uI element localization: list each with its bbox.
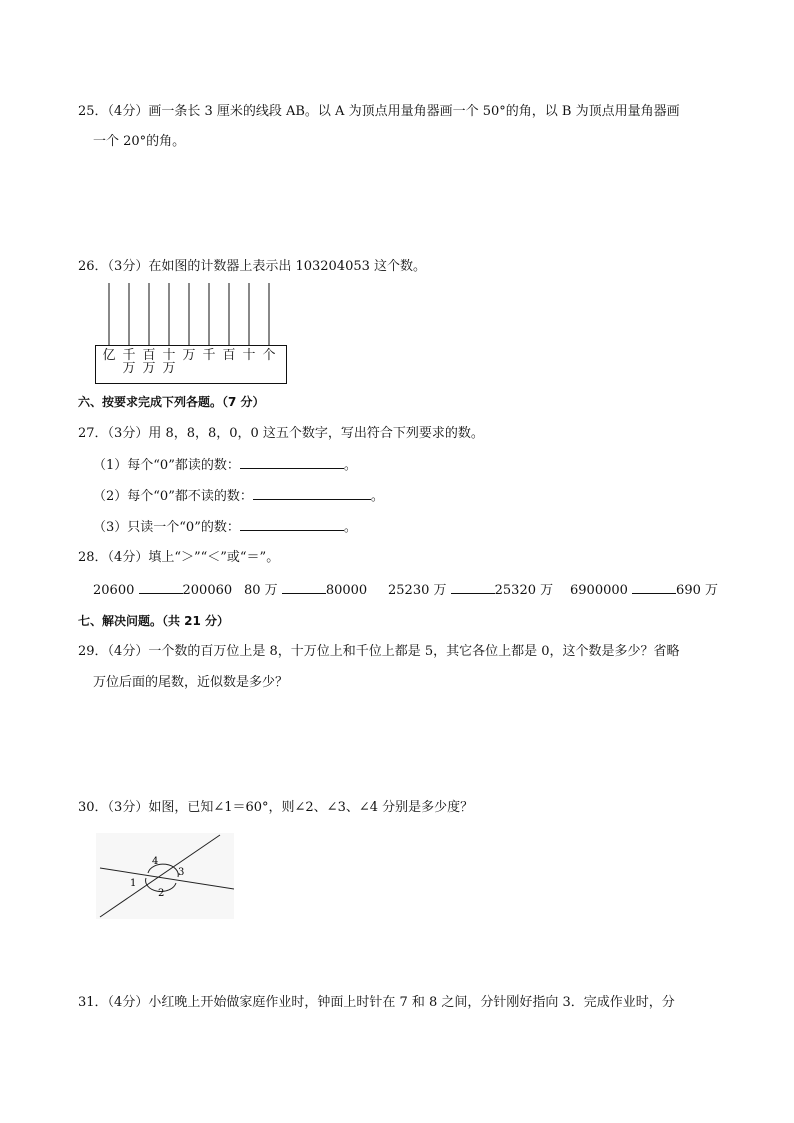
q28-pair-2-right: 80000 <box>325 583 368 598</box>
q28-pair-4-blank[interactable] <box>632 581 676 594</box>
place-wan: 万 <box>182 348 196 363</box>
place-baiwan: 百 万 <box>142 348 156 376</box>
q28-pair-2-blank[interactable] <box>282 581 326 594</box>
place-bai: 百 <box>222 348 236 363</box>
q28-pair-4-right: 690 万 <box>676 583 718 598</box>
q29-line2: 万位后面的尾数，近似数是多少？ <box>93 675 289 690</box>
q28-text: 28．（4分）填上“＞”“＜”或“＝”。 <box>78 550 280 565</box>
q25-line1: 25．（4分）画一条长 3 厘米的线段 AB。以 A 为顶点用量角器画一个 50°的角，以 B 为顶点用量角器画 <box>78 104 680 119</box>
q28-pair-3-left: 25230 万 <box>388 583 447 598</box>
q28-pair-1-left: 20600 <box>93 583 135 598</box>
q27-sub3-end: 。 <box>343 520 357 535</box>
place-qianwan: 千 万 <box>122 348 136 376</box>
q28-pair-1-right: 200060 <box>182 583 233 598</box>
q27-sub2-blank[interactable] <box>253 487 371 500</box>
q30-text: 30．（3分）如图，已知∠1＝60°，则∠2、∠3、∠4 分别是多少度？ <box>78 800 474 815</box>
q31-line1: 31．（4分）小红晚上开始做家庭作业时，钟面上时针在 7 和 8 之间，分针刚好指向 3．完成作业时，分 <box>78 995 675 1010</box>
q27-sub2 <box>93 487 384 506</box>
place-ge: 个 <box>262 348 276 363</box>
q27-sub1-blank[interactable] <box>240 456 344 469</box>
angle-label-4: 4 <box>152 856 159 867</box>
q27-sub1-label: （1）每个“0”都读的数： <box>93 458 240 473</box>
q28-pair-1-blank[interactable] <box>139 581 183 594</box>
angle-label-1: 1 <box>130 878 137 889</box>
section-7-heading: 七、解决问题。（共 21 分） <box>78 614 230 628</box>
q29-line1: 29．（4分）一个数的百万位上是 8，十万位上和千位上都是 5，其它各位上都是 0，这个数是多少？省略 <box>78 644 680 659</box>
angle-label-3: 3 <box>178 867 185 878</box>
q28-pair-3 <box>388 581 553 600</box>
q27-sub1 <box>93 456 357 475</box>
place-qian: 千 <box>202 348 216 363</box>
q27-sub2-end: 。 <box>370 489 384 504</box>
q28-pair-4 <box>570 581 718 600</box>
q28-pair-3-right: 25320 万 <box>494 583 554 598</box>
q27-sub3-label: （3）只读一个“0”的数： <box>93 520 240 535</box>
angle-diagram <box>96 833 234 919</box>
q25-line2: 一个 20°的角。 <box>93 134 186 149</box>
section-6-heading: 六、按要求完成下列各题。（7 分） <box>78 395 265 409</box>
q27-text: 27．（3分）用 8，8，8，0，0 这五个数字，写出符合下列要求的数。 <box>78 426 484 441</box>
q27-sub2-label: （2）每个“0”都不读的数： <box>93 489 253 504</box>
abacus-counter <box>95 283 287 384</box>
q28-pair-2-left: 80 万 <box>244 583 278 598</box>
angle-label-2: 2 <box>158 888 165 899</box>
q27-sub3 <box>93 518 357 537</box>
q26-text: 26．（3分）在如图的计数器上表示出 103204053 这个数。 <box>78 259 427 274</box>
q27-sub3-blank[interactable] <box>240 518 344 531</box>
q28-pair-2 <box>244 581 367 600</box>
q28-pair-3-blank[interactable] <box>451 581 495 594</box>
q28-pair-1 <box>93 581 232 600</box>
place-shi: 十 <box>242 348 256 363</box>
q27-sub1-end: 。 <box>343 458 357 473</box>
place-yi: 亿 <box>102 348 116 363</box>
place-shiwan: 十 万 <box>162 348 176 376</box>
q28-pair-4-left: 6900000 <box>570 583 628 598</box>
